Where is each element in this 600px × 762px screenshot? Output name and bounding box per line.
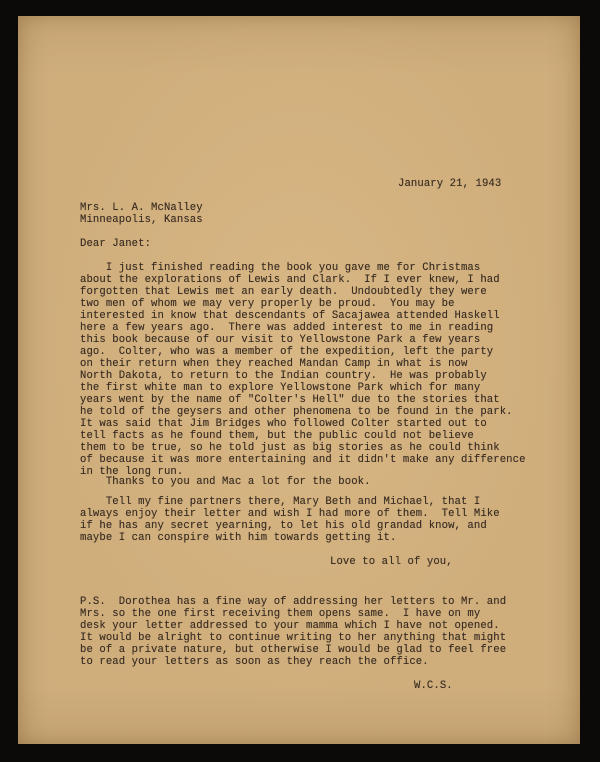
signature-initials: W.C.S. <box>414 680 453 692</box>
salutation: Dear Janet: <box>80 238 152 250</box>
paragraph-grandchildren: Tell my fine partners there, Mary Beth and Michael, that I always enjoy their letter and wish I had more of them. Tell Mike if he has any secret yearning, to let his old grandad know, and maybe I can conspire with him towards getting it. <box>80 496 500 544</box>
closing: Love to all of you, <box>330 556 453 568</box>
letter-page <box>18 16 580 744</box>
recipient-address <box>80 202 203 226</box>
paragraph-thanks: Thanks to you and Mac a lot for the book. <box>80 476 371 488</box>
paragraph-lewis-clark: I just finished reading the book you gave me for Christmas about the explorations of Lewis and Clark. If I ever knew, I had forgotten that Lewis met an early death. Undoubtedly they were two men of whom we may very properly be proud. You may be interested in know that descendants of Sacajawea attended Haskell here a few years ago. There was added interest to me in reading this book because of our visit to Yellowstone Park a few years ago. Colter, who was a member of the expedition, left the party on their return when they reached Mandan Camp in what is now North Dakota, to return to the Indian country. He was probably the first white man to explore Yellowstone Park which for many years went by the name of "Colter's Hell" due to the stories that he told of the geysers and other phenomena to be found in the park. It was said that Jim Bridges who followed Colter started out to tell facts as he found them, but the public could not believe them to be true, so he told just as big stories as he could think of because it was more entertaining and it didn't make any difference in the long run. <box>80 262 526 478</box>
letter-date: January 21, 1943 <box>398 178 502 190</box>
recipient-name: Mrs. L. A. McNalley <box>80 202 203 214</box>
postscript: P.S. Dorothea has a fine way of addressing her letters to Mr. and Mrs. so the one first receiving them opens same. I have on my desk your letter addressed to your mamma which I have not opened. It would be alright to continue writing to her anything that might be of a private nature, but otherwise I would be glad to feel free to read your letters as soon as they reach the office. <box>80 596 507 668</box>
recipient-location: Minneapolis, Kansas <box>80 214 203 226</box>
